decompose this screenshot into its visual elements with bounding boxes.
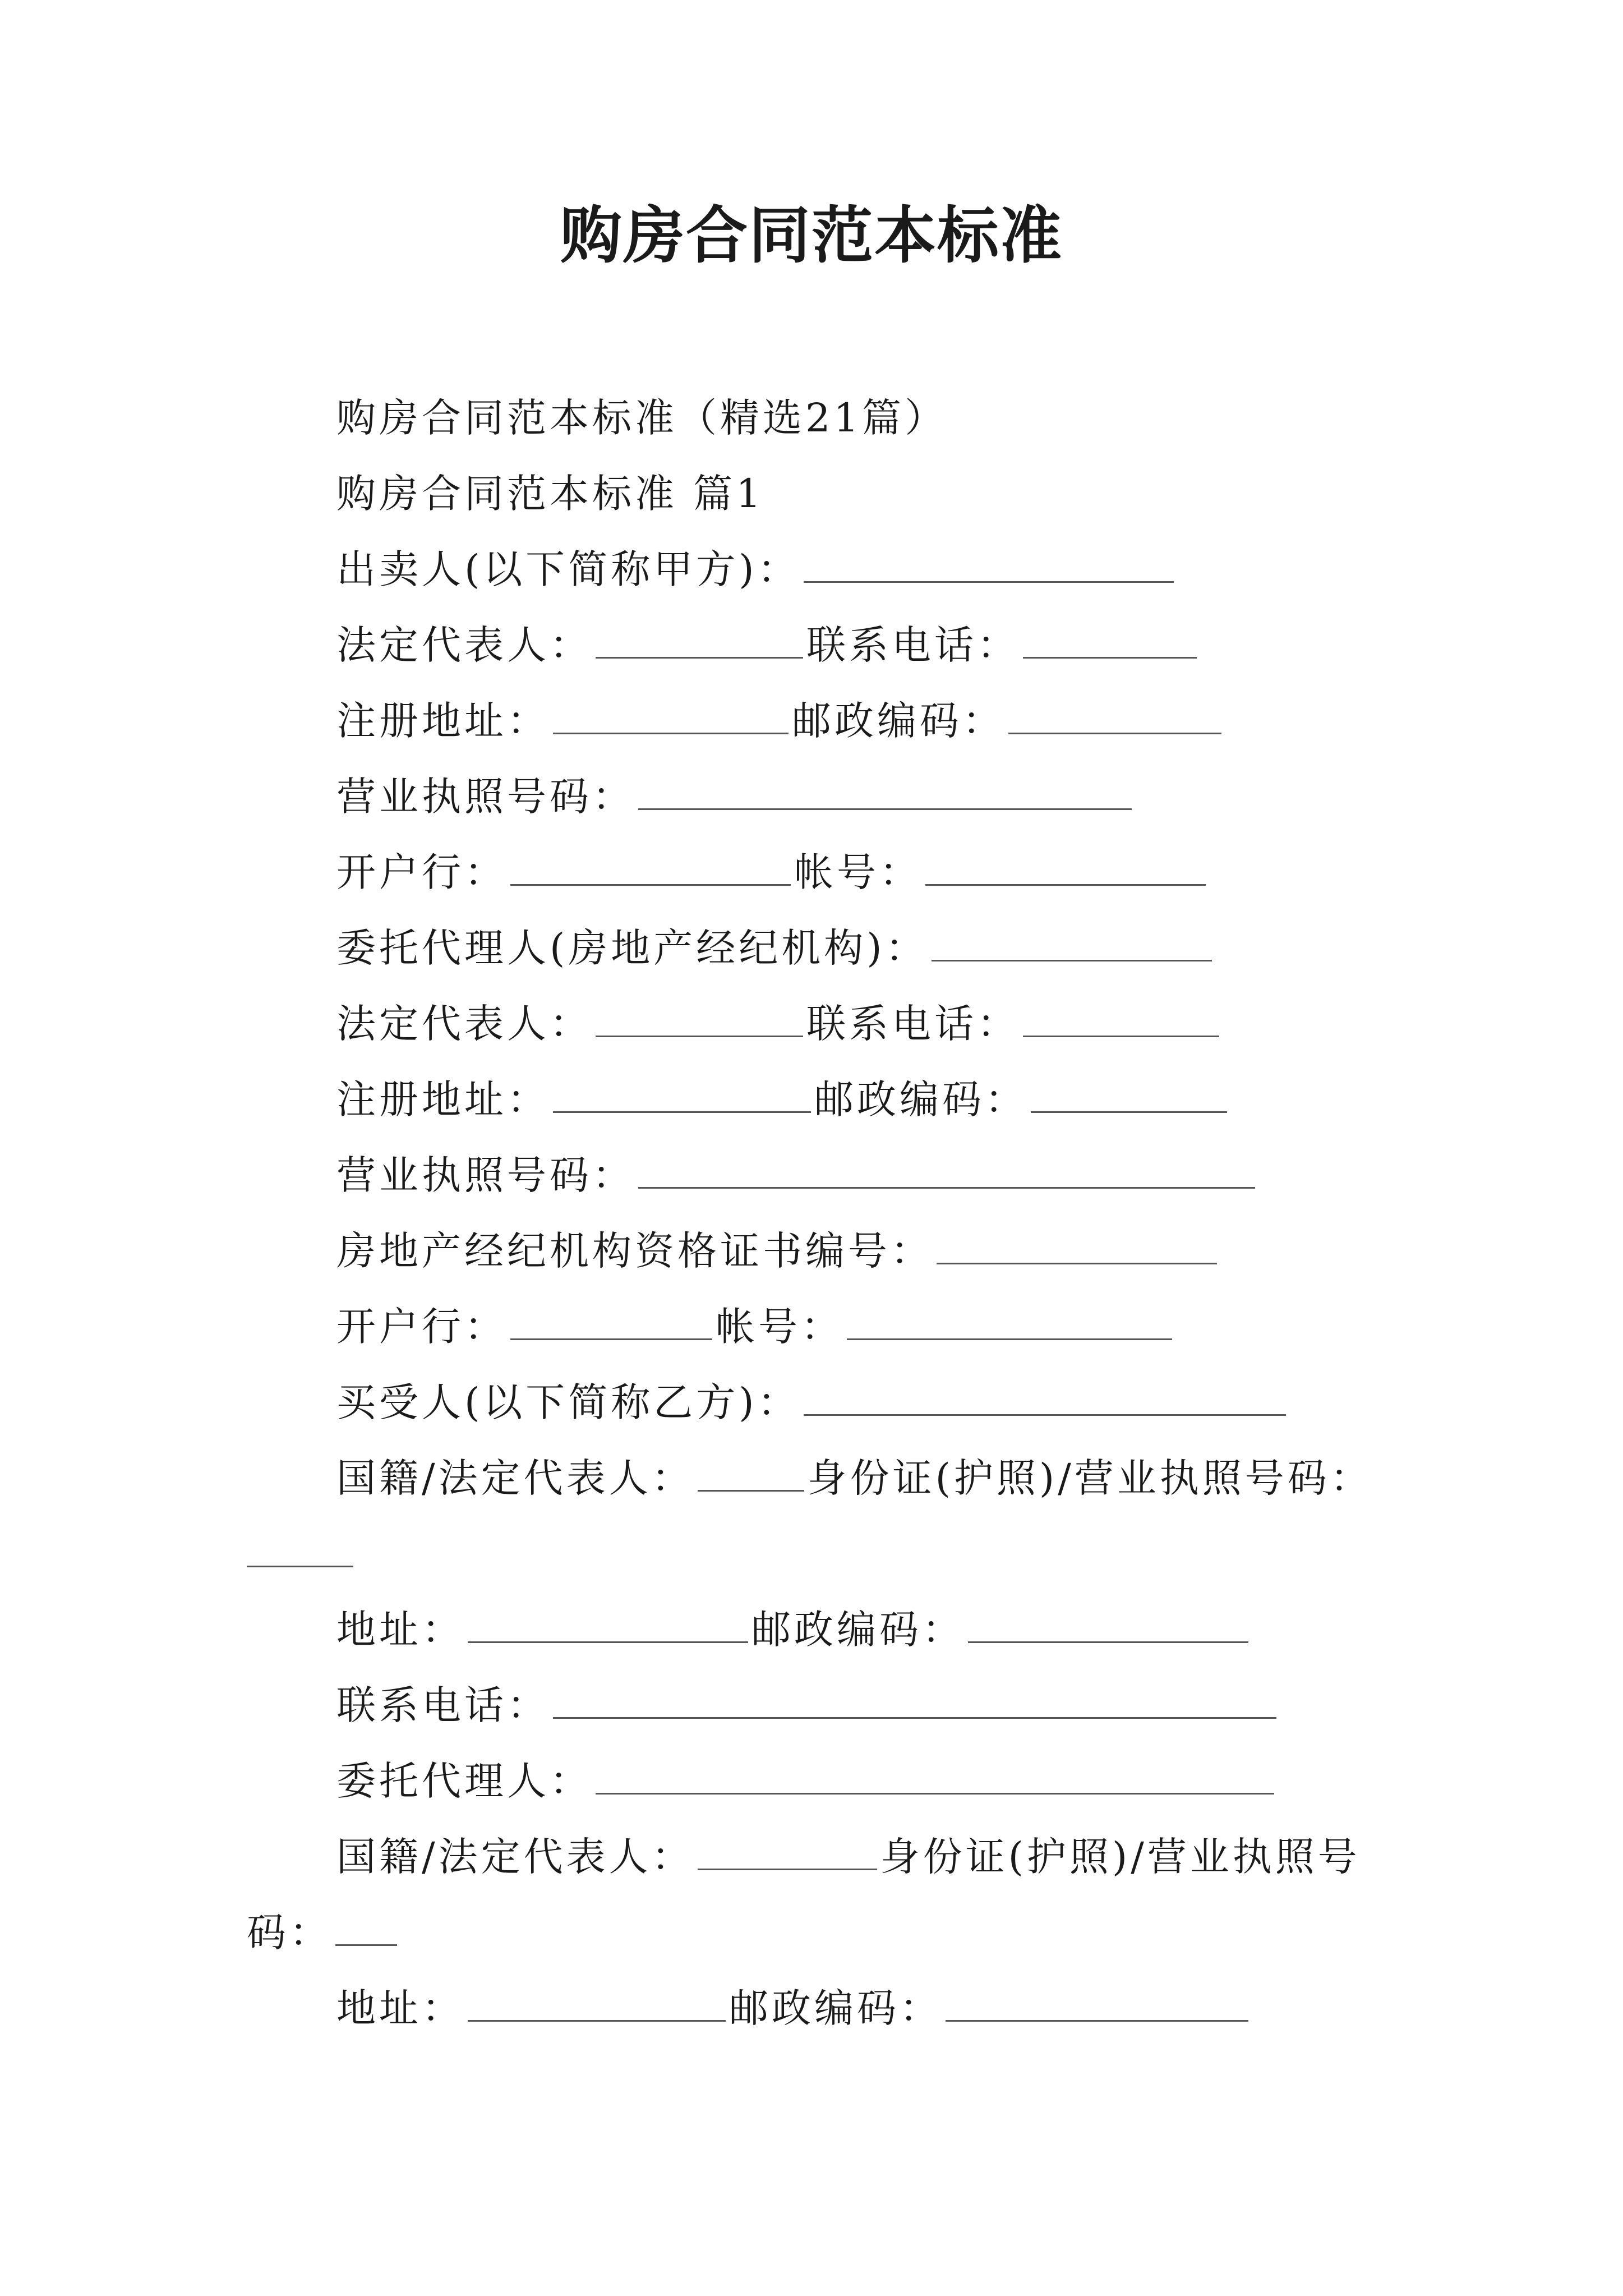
legal-rep-line xyxy=(336,617,1200,673)
line-label: 营业执照号码： xyxy=(336,1152,635,1198)
blank-field[interactable] xyxy=(553,1072,811,1113)
line-label: 身份证(护照)/营业执照号码： xyxy=(807,1455,1373,1501)
line-label: 码： xyxy=(247,1910,332,1955)
blank-field[interactable] xyxy=(638,1148,1255,1189)
line-text: 购房合同范本标准（精选21篇） xyxy=(336,395,948,441)
line-label: 买受人(以下简称乙方)： xyxy=(336,1379,800,1425)
line-label: 法定代表人： xyxy=(336,622,592,668)
line-label: 联系电话： xyxy=(806,622,1020,668)
blank-field[interactable] xyxy=(968,1602,1248,1643)
blank-field[interactable] xyxy=(638,769,1132,810)
line-label: 帐号： xyxy=(794,849,922,895)
blank-field[interactable] xyxy=(932,921,1212,961)
blank-field[interactable] xyxy=(925,845,1206,886)
line-label: 房地产经纪机构资格证书编号： xyxy=(336,1228,933,1274)
blank-field[interactable] xyxy=(553,1678,1276,1719)
blank-field[interactable] xyxy=(847,1299,1172,1340)
line-label: 国籍/法定代表人： xyxy=(336,1455,694,1501)
line-label: 委托代理人： xyxy=(336,1758,592,1804)
line-label: 注册地址： xyxy=(336,698,550,744)
line-label: 帐号： xyxy=(716,1304,843,1350)
line-label: 营业执照号码： xyxy=(336,774,635,820)
blank-field[interactable] xyxy=(1008,693,1221,734)
blank-field[interactable] xyxy=(596,996,803,1037)
blank-field[interactable] xyxy=(1031,1072,1227,1113)
line-label: 开户行： xyxy=(336,1304,507,1350)
doc-subtitle xyxy=(336,390,947,446)
buyer-line xyxy=(336,1374,1289,1430)
phone-line xyxy=(336,1677,1280,1733)
blank-field[interactable] xyxy=(468,1981,726,2022)
blank-field[interactable] xyxy=(510,1299,712,1340)
line-text: 购房合同范本标准 篇1 xyxy=(336,471,764,517)
line-label: 委托代理人(房地产经纪机构)： xyxy=(336,925,928,971)
blank-field[interactable] xyxy=(937,1223,1217,1264)
legal-rep-line xyxy=(336,996,1223,1052)
blank-field[interactable] xyxy=(804,542,1174,583)
bank-line xyxy=(336,1299,1175,1355)
blank-field[interactable] xyxy=(335,1905,397,1946)
blank-field[interactable] xyxy=(553,693,789,734)
blank-field[interactable] xyxy=(1023,996,1219,1037)
blank-field[interactable] xyxy=(698,1829,877,1870)
blank-field[interactable] xyxy=(510,845,791,886)
wrapped-blank-line xyxy=(247,1526,357,1582)
license-line xyxy=(336,769,1135,825)
line-label: 身份证(护照)/营业执照号 xyxy=(880,1834,1361,1880)
line-label: 地址： xyxy=(336,1985,464,2031)
address-line xyxy=(336,1980,1252,2036)
seller-line xyxy=(336,541,1177,597)
blank-field[interactable] xyxy=(468,1602,748,1643)
agent-line xyxy=(336,920,1215,976)
blank-field[interactable] xyxy=(596,618,803,659)
blank-field[interactable] xyxy=(596,1754,1274,1795)
document-title: 购房合同范本标准 xyxy=(560,199,1063,272)
address-line xyxy=(336,693,1225,749)
blank-field[interactable] xyxy=(946,1981,1248,2022)
blank-field[interactable] xyxy=(698,1451,804,1492)
line-label: 邮政编码： xyxy=(814,1076,1027,1122)
blank-field[interactable] xyxy=(247,1526,353,1567)
line-label: 开户行： xyxy=(336,849,507,895)
line-label: 地址： xyxy=(336,1607,464,1653)
nationality-line xyxy=(336,1829,1361,1885)
agent-line xyxy=(336,1753,1278,1809)
line-label: 联系电话： xyxy=(806,1001,1020,1047)
line-label: 邮政编码： xyxy=(792,698,1005,744)
blank-field[interactable] xyxy=(804,1375,1286,1416)
license-line xyxy=(336,1147,1258,1203)
address-line xyxy=(336,1602,1252,1658)
line-label: 邮政编码： xyxy=(729,1985,942,2031)
certificate-line xyxy=(336,1223,1220,1279)
line-label: 法定代表人： xyxy=(336,1001,592,1047)
nationality-line xyxy=(336,1450,1373,1506)
bank-line xyxy=(336,844,1209,900)
section-heading xyxy=(336,466,764,522)
address-line xyxy=(336,1071,1230,1128)
line-label: 出卖人(以下简称甲方)： xyxy=(336,546,800,592)
line-label: 邮政编码： xyxy=(751,1607,965,1653)
line-label: 注册地址： xyxy=(336,1076,550,1122)
wrapped-id-line xyxy=(247,1904,400,1961)
line-label: 国籍/法定代表人： xyxy=(336,1834,694,1880)
line-label: 联系电话： xyxy=(336,1682,550,1728)
blank-field[interactable] xyxy=(1023,618,1197,659)
